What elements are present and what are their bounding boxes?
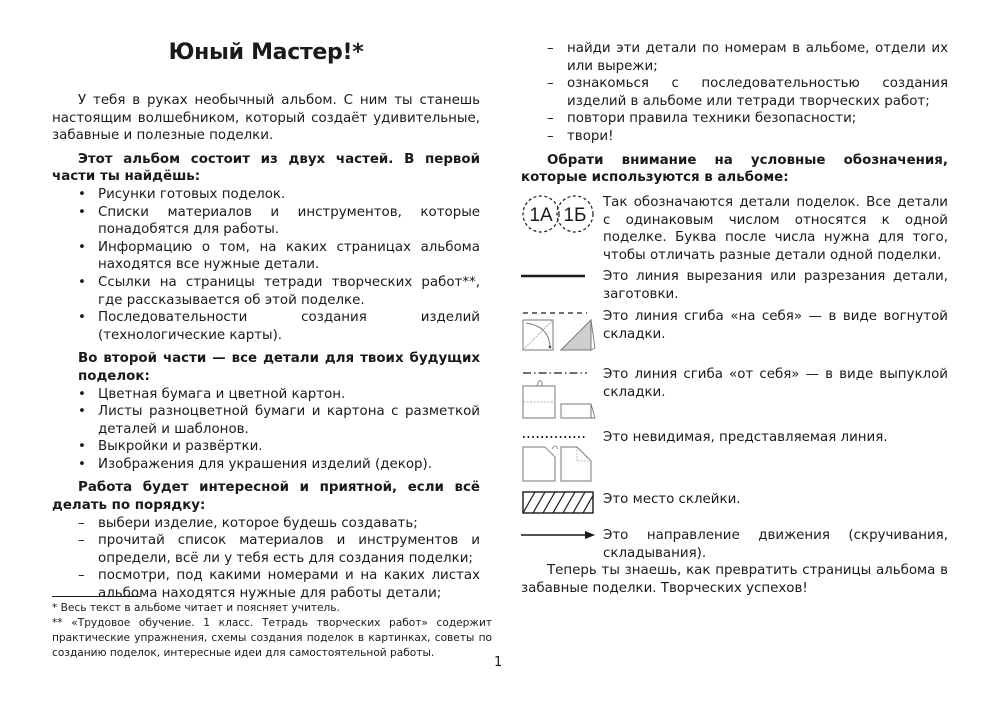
legend-arrow-text: Это направление движения (скручивания, складывания).	[603, 528, 948, 561]
bullet-icon: •	[78, 239, 86, 255]
bullet-icon: •	[78, 404, 86, 420]
bullet-icon: •	[78, 386, 86, 402]
list-item	[52, 186, 480, 204]
bullet-icon: •	[78, 439, 86, 455]
bullet-icon: •	[78, 274, 86, 290]
bullet-icon: •	[78, 204, 86, 220]
part-label-1b: 1Б	[563, 205, 587, 226]
list-item	[521, 40, 948, 75]
list-item	[52, 274, 480, 309]
list-item-text: Цветная бумага и цветной картон.	[98, 386, 346, 402]
dash-icon: –	[78, 515, 85, 531]
bullet-icon: •	[78, 456, 86, 472]
page-title: Юный Мастер!*	[168, 40, 364, 65]
left-column	[52, 92, 480, 603]
list-item	[52, 532, 480, 567]
list-item	[52, 456, 480, 474]
part1-list	[52, 186, 480, 344]
list-item-text: Выкройки и развёртки.	[98, 439, 263, 455]
part2-heading: Во второй части — все детали для твоих будущих поделок:	[78, 351, 480, 384]
list-item-text: посмотри, под какими номерами и на каких листах альбома находятся нужные для работы детали;	[98, 568, 480, 602]
list-item-text: ознакомься с последовательностью создания изделий в альбоме или тетради творческих работ;	[567, 76, 948, 109]
list-item	[521, 110, 948, 128]
list-item-text: найди эти детали по номерам в альбоме, отдели их или вырежи;	[567, 41, 948, 74]
order-list-part2	[521, 40, 948, 146]
right-column-top	[521, 40, 948, 187]
list-item-text: Изображения для украшения изделий (декор).	[98, 456, 432, 472]
legend-glue-text: Это место склейки.	[603, 492, 741, 507]
bullet-icon: •	[78, 186, 86, 202]
dash-icon: –	[78, 568, 85, 584]
list-item-text: твори!	[567, 128, 614, 144]
list-item-text: выбери изделие, которое будешь создавать;	[98, 515, 418, 531]
closing-block	[521, 562, 948, 597]
list-item	[52, 567, 480, 602]
order-heading: Работа будет интересной и приятной, если всё делать по порядку:	[52, 480, 480, 514]
legend-heading: Обрати внимание на условные обозначения, которые используются в альбоме:	[521, 152, 948, 186]
hidden-line-icon	[521, 429, 601, 489]
dash-icon: –	[547, 41, 554, 56]
dash-icon: –	[547, 76, 554, 92]
valley-fold-icon	[521, 308, 601, 358]
bullet-icon: •	[78, 310, 86, 326]
list-item	[521, 128, 948, 146]
mountain-fold-icon	[521, 366, 601, 426]
list-item	[52, 403, 480, 438]
legend-mountain-text: Это линия сгиба «от себя» — в виде выпуклой складки.	[603, 367, 948, 400]
intro-paragraph: У тебя в руках необычный альбом. С ним ты станешь настоящим волшебником, который создаёт удивительные, забавные и полезные поделки.	[52, 93, 480, 144]
list-item	[52, 239, 480, 274]
list-item-text: повтори правила техники безопасности;	[567, 111, 857, 127]
list-item-text: прочитай список материалов и инструментов и определи, всё ли у тебя есть для создания поделки;	[98, 533, 480, 566]
footnote-2: ** «Трудовое обучение. 1 класс. Тетрадь творческих работ» содержит практические упражнения, схемы создания поделок в картинках, советы по созданию поделок, интересные идеи для самостоятельной работы.	[52, 617, 492, 659]
list-item	[52, 204, 480, 239]
legend-parts-text: Так обозначаются детали поделок. Все детали с одинаковым числом относятся к одной поделке. Буква после числа нужна для того, чтобы отличать разные детали одной поделки.	[603, 195, 948, 263]
legend-hidden-text: Это невидимая, представляемая линия.	[603, 430, 888, 445]
list-item	[521, 75, 948, 110]
dash-icon: –	[78, 533, 85, 549]
direction-arrow-icon	[521, 527, 601, 543]
list-item	[52, 386, 480, 404]
closing-paragraph: Теперь ты знаешь, как превратить страницы альбома в забавные поделки. Творческих успехов!	[521, 563, 948, 596]
order-list-part1	[52, 515, 480, 603]
footnote-1: * Весь текст в альбоме читает и поясняет учитель.	[52, 602, 340, 614]
list-item-text: Информацию о том, на каких страницах альбома находятся все нужные детали.	[98, 239, 480, 273]
part2-list	[52, 386, 480, 474]
glue-area-icon	[521, 490, 601, 516]
cut-line-icon	[521, 268, 601, 288]
list-item-text: Последовательности создания изделий (технологические карты).	[98, 310, 480, 343]
legend-valley-text: Это линия сгиба «на себя» — в виде вогнутой складки.	[603, 309, 948, 342]
part-label-1a: 1А	[529, 205, 553, 226]
legend-cut-text: Это линия вырезания или разрезания детали, заготовки.	[603, 269, 948, 302]
list-item	[52, 309, 480, 344]
list-item-text: Списки материалов и инструментов, которые понадобятся для работы.	[98, 204, 480, 238]
list-item-text: Рисунки готовых поделок.	[98, 186, 286, 202]
list-item	[52, 438, 480, 456]
list-item-text: Листы разноцветной бумаги и картона с разметкой деталей и шаблонов.	[98, 404, 480, 437]
dash-icon: –	[547, 128, 554, 144]
list-item-text: Ссылки на страницы тетради творческих работ**, где рассказывается об этой поделке.	[98, 274, 480, 308]
footnote-divider	[52, 596, 140, 597]
part1-heading: Этот альбом состоит из двух частей. В первой части ты найдёшь:	[52, 151, 480, 185]
page-number: 1	[494, 655, 503, 670]
part-labels-icon	[521, 194, 601, 234]
dash-icon: –	[547, 111, 554, 127]
list-item	[52, 515, 480, 533]
